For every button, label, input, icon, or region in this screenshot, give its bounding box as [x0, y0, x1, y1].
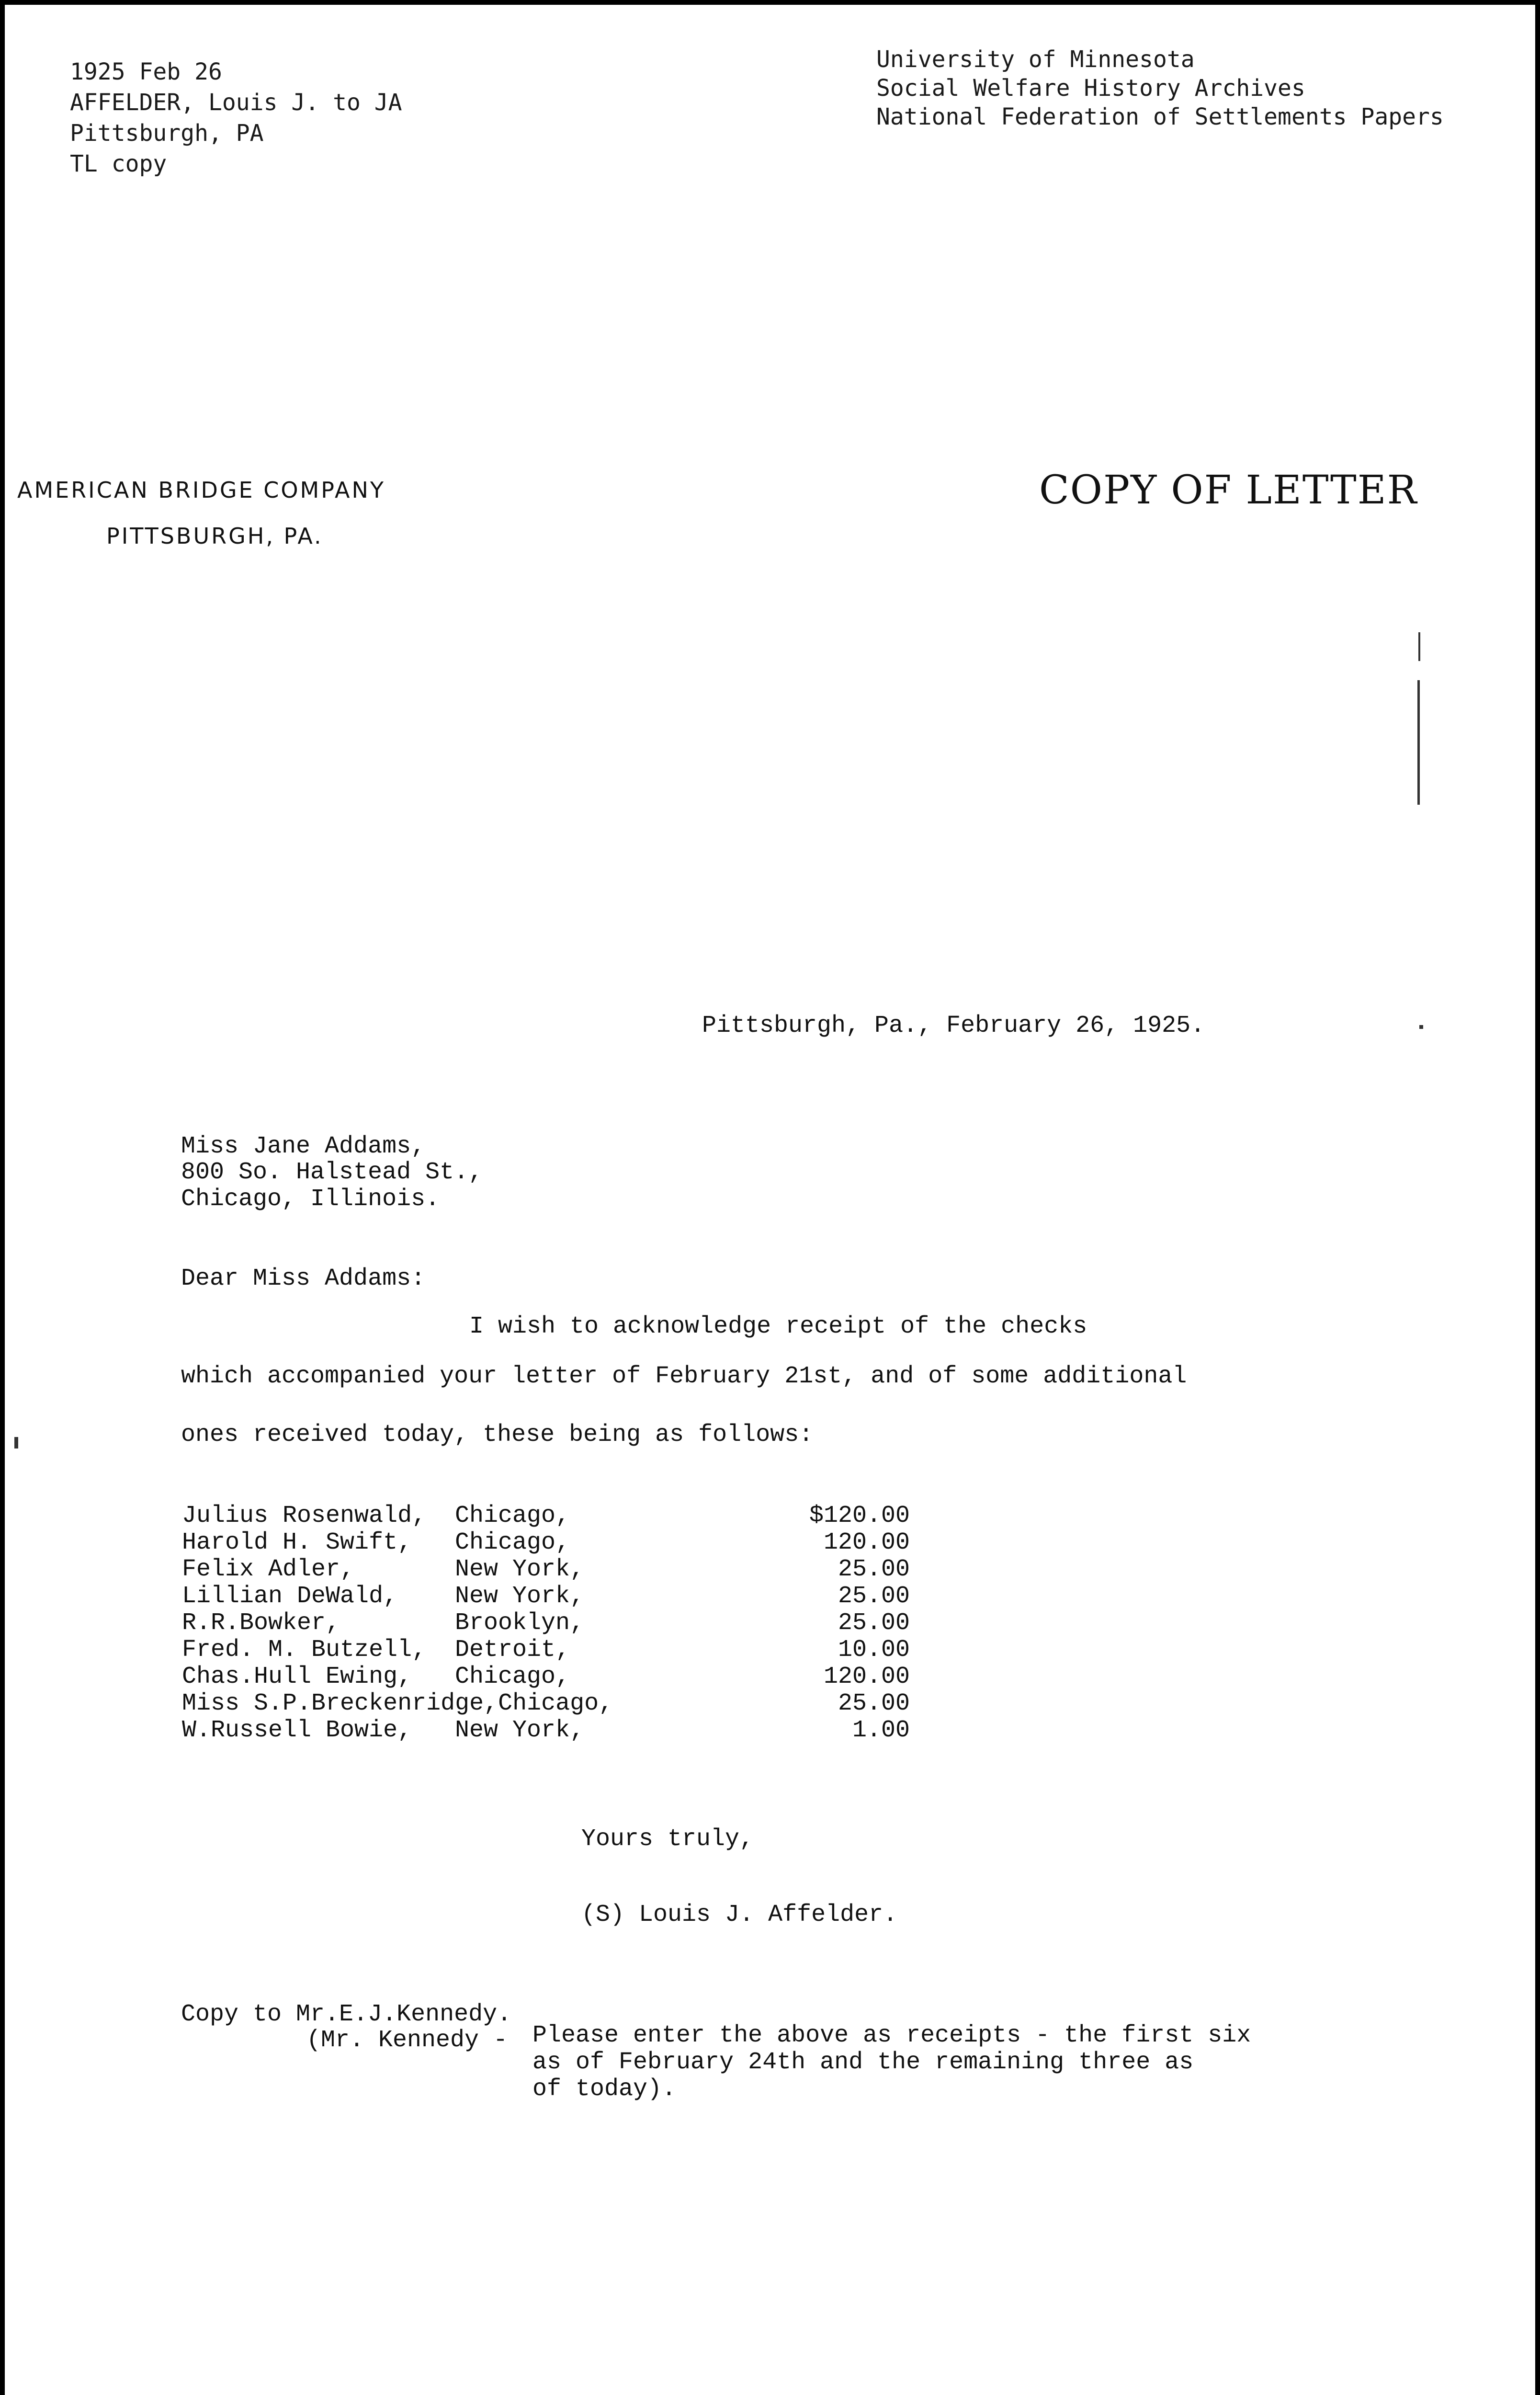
margin-mark: [14, 1437, 18, 1448]
contributor-city: Chicago,: [455, 1502, 570, 1529]
company-city: PITTSBURGH, PA.: [106, 523, 323, 549]
note-line-3: of today).: [532, 2076, 677, 2103]
address-name: Miss Jane Addams,: [181, 1133, 426, 1160]
contributor-city: New York,: [455, 1556, 585, 1583]
contributor-name: Julius Rosenwald,: [182, 1502, 427, 1529]
contributor-city: Chicago,: [455, 1529, 570, 1556]
contribution-amount: 25.00: [838, 1556, 910, 1583]
margin-mark: [1419, 1025, 1423, 1029]
copy-to: Copy to Mr.E.J.Kennedy.: [181, 2001, 512, 2028]
catalog-format: TL copy: [70, 150, 167, 177]
catalog-date: 1925 Feb 26: [70, 58, 222, 85]
list-item: [182, 1717, 910, 1744]
contribution-amount: 1.00: [852, 1717, 910, 1744]
contributor-name: R.R.Bowker,: [182, 1609, 340, 1637]
contribution-amount: 25.00: [838, 1583, 910, 1610]
archive-university: University of Minnesota: [876, 46, 1195, 73]
contributor-city: Brooklyn,: [455, 1609, 585, 1637]
closing: Yours truly,: [581, 1825, 754, 1853]
company-name: AMERICAN BRIDGE COMPANY: [17, 477, 385, 503]
contributor-name: Felix Adler,: [182, 1556, 355, 1583]
body-line-2: which accompanied your letter of February 21st, and of some additional: [181, 1363, 1187, 1390]
body-line-3: ones received today, these being as follows:: [181, 1421, 814, 1448]
note-line-1: Please enter the above as receipts - the first six: [532, 2022, 1251, 2049]
signature: (S) Louis J. Affelder.: [581, 1901, 898, 1928]
contributor-city: New York,: [455, 1717, 585, 1744]
contribution-amount: 120.00: [823, 1663, 910, 1690]
contributor-name: Chas.Hull Ewing,: [182, 1663, 412, 1690]
copy-of-letter-title: COPY OF LETTER: [1039, 468, 1418, 513]
note-lead: (Mr. Kennedy -: [306, 2027, 508, 2054]
list-item: [182, 1583, 910, 1609]
margin-mark: [1417, 680, 1420, 805]
list-item: [182, 1636, 910, 1663]
contribution-amount: 25.00: [838, 1609, 910, 1637]
contributor-name: W.Russell Bowie,: [182, 1717, 412, 1744]
salutation: Dear Miss Addams:: [181, 1265, 426, 1292]
contributor-city: Detroit,: [455, 1636, 570, 1664]
list-item: [182, 1529, 910, 1556]
contributor-city: New York,: [455, 1583, 585, 1610]
contribution-amount: 25.00: [838, 1690, 910, 1717]
note-line-2: as of February 24th and the remaining three as: [532, 2049, 1194, 2076]
body-line-1: I wish to acknowledge receipt of the checks: [469, 1313, 1087, 1340]
contributor-name: Harold H. Swift,: [182, 1529, 412, 1556]
contributor-city: Chicago,: [455, 1663, 570, 1690]
catalog-correspondents: AFFELDER, Louis J. to JA: [70, 89, 402, 116]
list-item: [182, 1690, 910, 1717]
contributor-name: Fred. M. Butzell,: [182, 1636, 427, 1664]
contribution-amount: $120.00: [809, 1502, 910, 1529]
catalog-place: Pittsburgh, PA: [70, 120, 264, 147]
contributor-name: Miss S.P.Breckenridge,Chicago,: [182, 1690, 613, 1717]
contribution-amount: 10.00: [838, 1636, 910, 1664]
address-street: 800 So. Halstead St.,: [181, 1159, 483, 1186]
dateline: Pittsburgh, Pa., February 26, 1925.: [702, 1012, 1205, 1039]
list-item: [182, 1502, 910, 1529]
archive-name: Social Welfare History Archives: [876, 75, 1305, 102]
list-item: [182, 1609, 910, 1636]
contribution-amount: 120.00: [823, 1529, 910, 1556]
margin-mark: [1418, 632, 1420, 661]
contributor-name: Lillian DeWald,: [182, 1583, 398, 1610]
list-item: [182, 1556, 910, 1583]
archive-collection: National Federation of Settlements Papers: [876, 103, 1444, 130]
address-city: Chicago, Illinois.: [181, 1186, 440, 1213]
list-item: [182, 1663, 910, 1690]
